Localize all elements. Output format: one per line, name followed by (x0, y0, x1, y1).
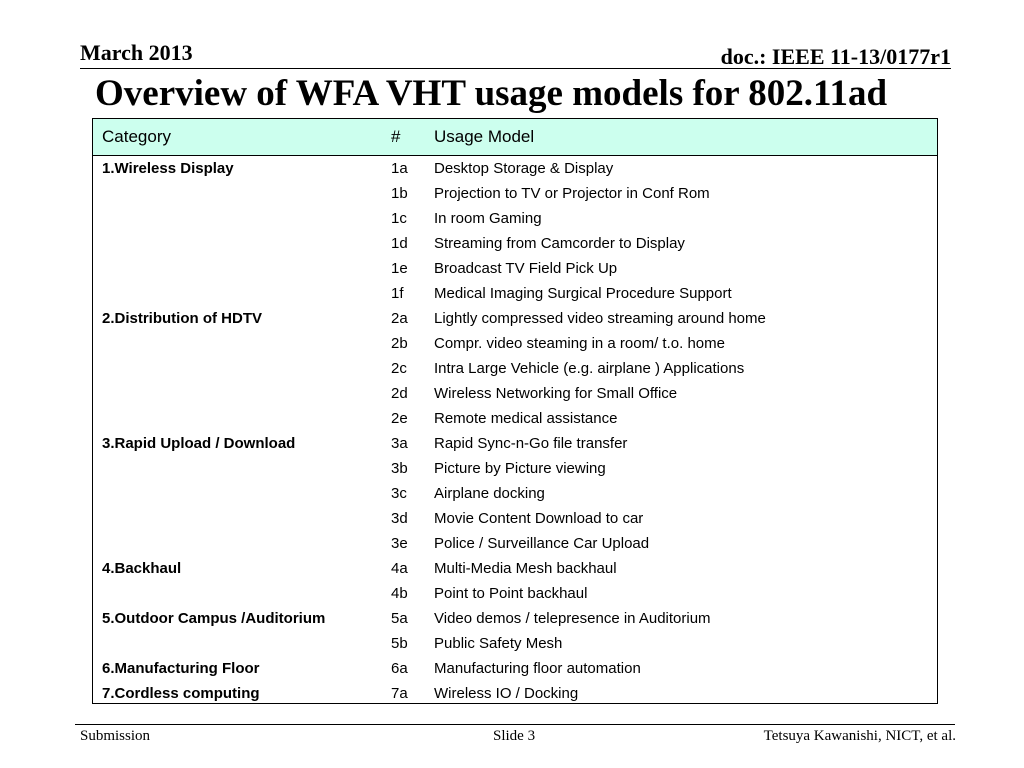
usage-model-cell: Broadcast TV Field Pick Up (434, 260, 618, 277)
table-row (93, 656, 937, 681)
number-cell: 7a (391, 685, 408, 702)
usage-model-cell: Movie Content Download to car (434, 510, 644, 527)
header-date: March 2013 (80, 40, 193, 65)
usage-model-cell: Public Safety Mesh (434, 635, 563, 652)
table-row (93, 331, 937, 356)
usage-model-cell: Point to Point backhaul (434, 585, 588, 602)
usage-model-cell: Projection to TV or Projector in Conf Rom (434, 185, 710, 202)
usage-model-cell: Multi-Media Mesh backhaul (434, 560, 617, 577)
usage-model-cell: Streaming from Camcorder to Display (434, 235, 685, 252)
usage-model-cell: Airplane docking (434, 485, 545, 502)
usage-model-cell: Rapid Sync-n-Go file transfer (434, 435, 628, 452)
table-row (93, 381, 937, 406)
number-cell: 1c (391, 210, 407, 227)
category-cell: 4.Backhaul (102, 560, 182, 577)
table-row (93, 156, 937, 181)
table-row (93, 306, 937, 331)
table-row (93, 406, 937, 431)
table-row (93, 256, 937, 281)
table-row (93, 556, 937, 581)
number-cell: 3d (391, 510, 408, 527)
category-cell: 5.Outdoor Campus /Auditorium (102, 610, 326, 627)
usage-model-cell: In room Gaming (434, 210, 542, 227)
number-cell: 2e (391, 410, 408, 427)
usage-model-cell: Intra Large Vehicle (e.g. airplane ) Applications (434, 360, 745, 377)
table-row (93, 506, 937, 531)
number-cell: 3e (391, 535, 408, 552)
number-cell: 2a (391, 310, 408, 327)
table-row (93, 206, 937, 231)
usage-model-cell: Desktop Storage & Display (434, 160, 614, 177)
number-cell: 3a (391, 435, 408, 452)
slide-title: Overview of WFA VHT usage models for 802.11ad (95, 73, 888, 114)
column-header-number: # (391, 127, 401, 146)
table-row (93, 231, 937, 256)
number-cell: 1a (391, 160, 408, 177)
table-row (93, 281, 937, 306)
table-row (93, 481, 937, 506)
table-body (93, 156, 937, 706)
number-cell: 1d (391, 235, 408, 252)
column-header-usage-model: Usage Model (434, 127, 535, 146)
usage-model-cell: Wireless Networking for Small Office (434, 385, 678, 402)
category-cell: 3.Rapid Upload / Download (102, 435, 296, 452)
header-doc-id: doc.: IEEE 11-13/0177r1 (720, 44, 951, 69)
category-cell: 1.Wireless Display (102, 160, 234, 177)
category-cell: 2.Distribution of HDTV (102, 310, 262, 327)
category-cell: 7.Cordless computing (102, 685, 260, 702)
usage-model-cell: Medical Imaging Surgical Procedure Support (434, 285, 732, 302)
table-row (93, 181, 937, 206)
number-cell: 1b (391, 185, 408, 202)
table-row (93, 581, 937, 606)
number-cell: 2b (391, 335, 408, 352)
usage-model-cell: Compr. video steaming in a room/ t.o. home (434, 335, 725, 352)
usage-model-cell: Lightly compressed video streaming around home (434, 310, 766, 327)
table-row (93, 606, 937, 631)
usage-model-cell: Wireless IO / Docking (434, 685, 579, 702)
number-cell: 2d (391, 385, 408, 402)
usage-models-table (92, 118, 938, 704)
table-row (93, 631, 937, 656)
usage-model-cell: Video demos / telepresence in Auditorium (434, 610, 711, 627)
footer-submission: Submission (80, 728, 151, 744)
footer-author: Tetsuya Kawanishi, NICT, et al. (763, 728, 956, 744)
number-cell: 1f (391, 285, 404, 302)
number-cell: 4b (391, 585, 408, 602)
table-row (93, 431, 937, 456)
number-cell: 5b (391, 635, 408, 652)
table-header-row (93, 119, 937, 156)
table-row (93, 356, 937, 381)
number-cell: 5a (391, 610, 408, 627)
table-row (93, 531, 937, 556)
column-header-category: Category (102, 127, 171, 146)
table-row (93, 456, 937, 481)
number-cell: 4a (391, 560, 408, 577)
header-divider (80, 68, 951, 69)
footer-divider (75, 724, 955, 725)
usage-model-cell: Picture by Picture viewing (434, 460, 606, 477)
footer-slide-number: Slide 3 (493, 728, 536, 744)
number-cell: 6a (391, 660, 408, 677)
usage-model-cell: Remote medical assistance (434, 410, 618, 427)
number-cell: 1e (391, 260, 408, 277)
number-cell: 3c (391, 485, 407, 502)
category-cell: 6.Manufacturing Floor (102, 660, 260, 677)
number-cell: 2c (391, 360, 407, 377)
usage-model-cell: Police / Surveillance Car Upload (434, 535, 650, 552)
table-row (93, 681, 937, 706)
usage-model-cell: Manufacturing floor automation (434, 660, 641, 677)
number-cell: 3b (391, 460, 408, 477)
